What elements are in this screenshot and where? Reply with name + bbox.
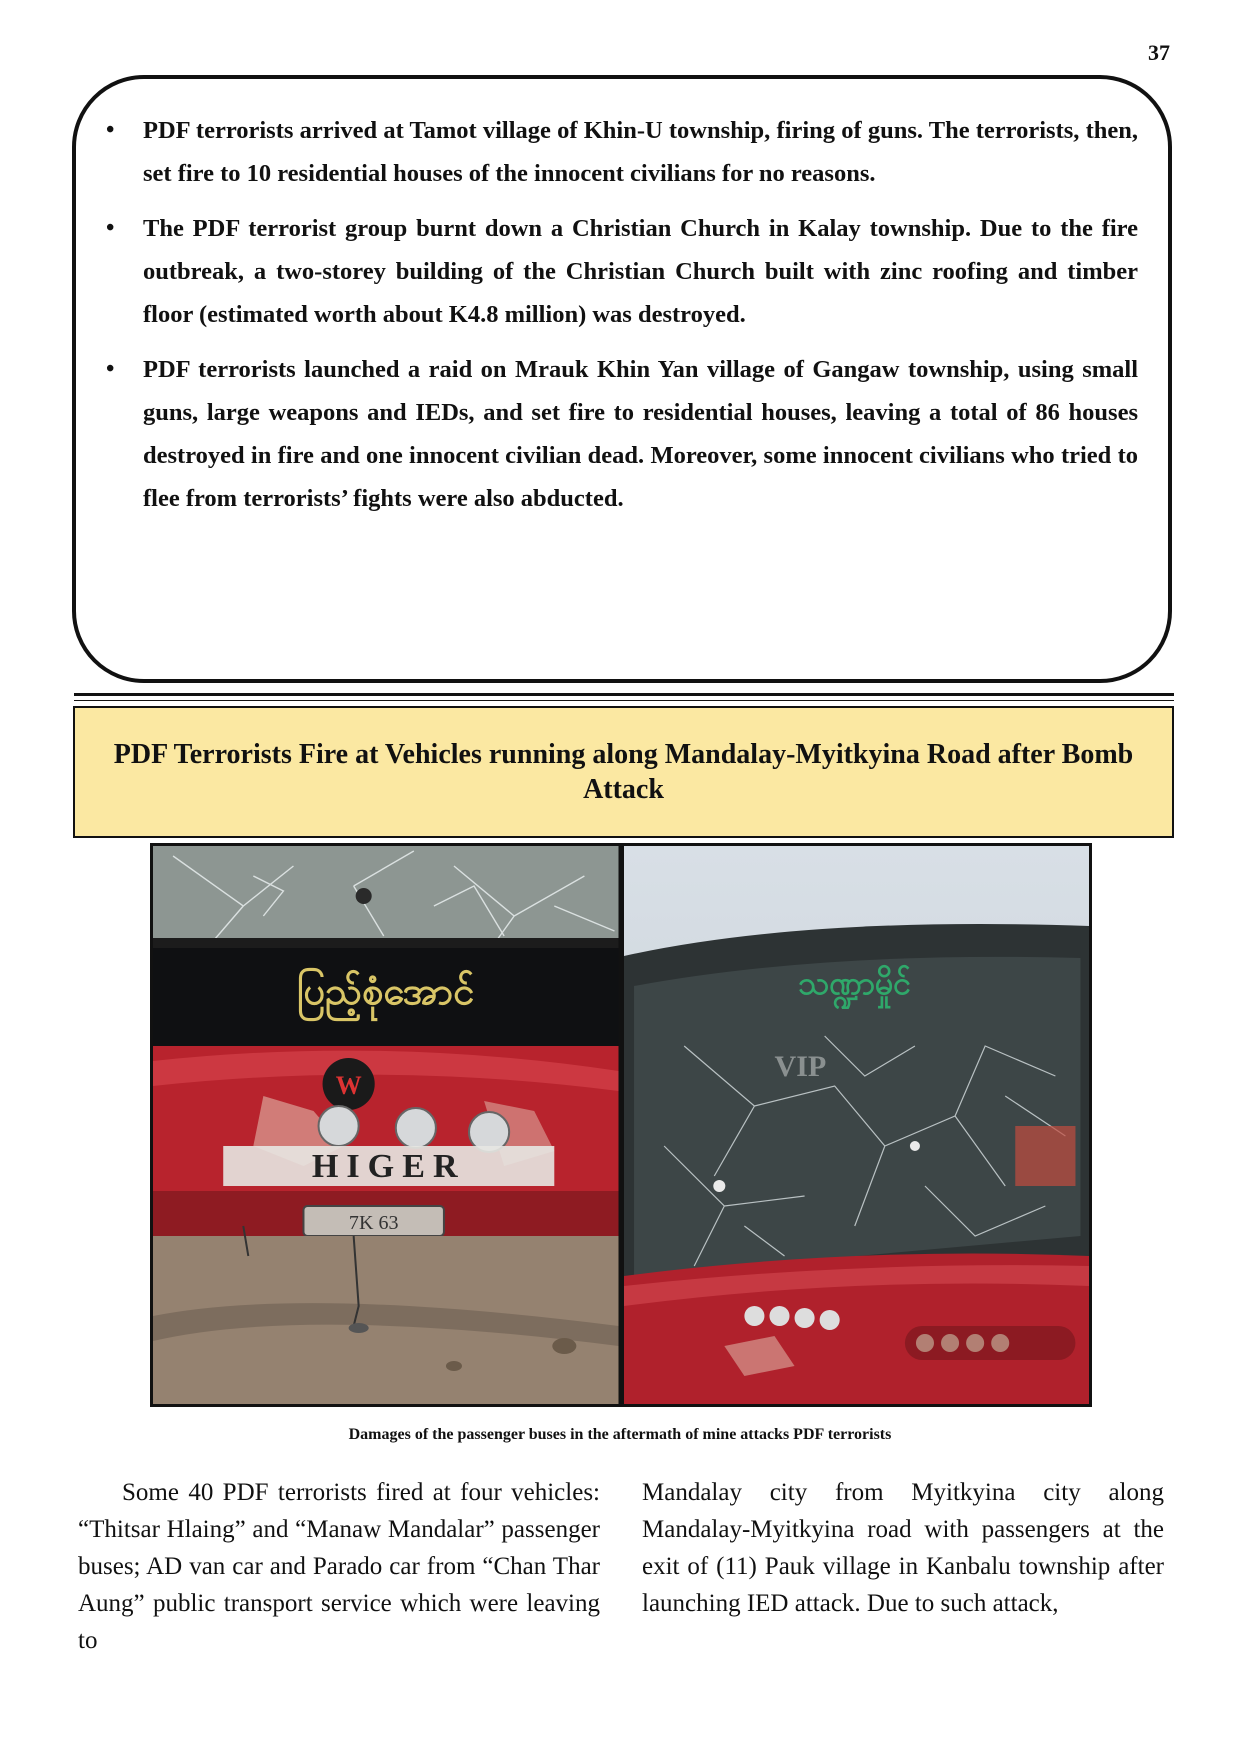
bus-name-text: ပြည့်စုံအောင်	[297, 971, 475, 1013]
article-headline: PDF Terrorists Fire at Vehicles running along Mandalay-Myitkyina Road after Bomb Attack	[113, 739, 1134, 805]
bus-name-text: သဏ္ဍာမှိုင်	[797, 965, 911, 1001]
bullet-hole-icon	[909, 1141, 919, 1151]
section-divider-thick	[74, 693, 1174, 696]
bullet-hole-icon	[356, 888, 372, 904]
body-text-right-column: Mandalay city from Myitkyina city along Mandalay-Myitkyina road with passengers at the exit of (11) Pauk village in Kanbalu township after launching IED attack. Due to such attack,	[642, 1479, 1164, 1617]
incident-bullet-text: The PDF terrorist group burnt down a Christian Church in Kalay township. Due to the fire outbreak, a two-storey building of the Christian Church built with zinc roofing and timber floor (estimated worth about K4.8 million) was destroyed.	[143, 215, 1138, 328]
bus-front-photo-illustration	[153, 846, 619, 1404]
bus-front-damage-photo	[153, 846, 619, 1404]
incident-bullet-text: PDF terrorists launched a raid on Mrauk Khin Yan village of Gangaw township, using small guns, large weapons and IEDs, and set fire to residential houses, leaving a total of 86 houses destroyed in fire and one innocent civilian dead. Moreover, some innocent civilians who tried to flee from terrorists’ fights were also abducted.	[143, 356, 1138, 512]
bullet-hole-icon	[713, 1180, 725, 1192]
incident-bullet-item	[106, 207, 1138, 336]
bullet-dot-icon: •	[106, 356, 115, 382]
bus-brand-text: HIGER	[311, 1148, 466, 1185]
body-text-left-column: Some 40 PDF terrorists fired at four vehicles: “Thitsar Hlaing” and “Manaw Mandalar” passenger buses; AD van car and Parado car from “Chan Thar Aung” public transport service which were leaving to	[78, 1479, 600, 1654]
bullet-dot-icon: •	[106, 117, 115, 143]
bus-damage-photo-panel	[150, 843, 1092, 1407]
incident-bullet-item	[106, 348, 1138, 520]
incident-bullet-list	[76, 79, 1168, 520]
incident-bullet-box	[72, 75, 1172, 683]
section-divider-thin	[74, 700, 1174, 701]
bus-windshield-photo-illustration	[624, 846, 1090, 1404]
bullet-dot-icon: •	[106, 215, 115, 241]
article-headline-box	[73, 706, 1174, 838]
vip-badge-text: VIP	[773, 1050, 826, 1083]
plate-number-text: 7K 63	[348, 1212, 399, 1234]
page-number: 37	[1148, 40, 1170, 65]
photo-caption: Damages of the passenger buses in the aftermath of mine attacks PDF terrorists	[348, 1426, 892, 1443]
svg-text:W: W	[335, 1071, 362, 1100]
incident-bullet-item	[106, 109, 1138, 195]
bus-windshield-damage-photo	[624, 846, 1090, 1404]
incident-bullet-text: PDF terrorists arrived at Tamot village of Khin-U township, firing of guns. The terrorists, then, set fire to 10 residential houses of the innocent civilians for no reasons.	[143, 117, 1138, 187]
